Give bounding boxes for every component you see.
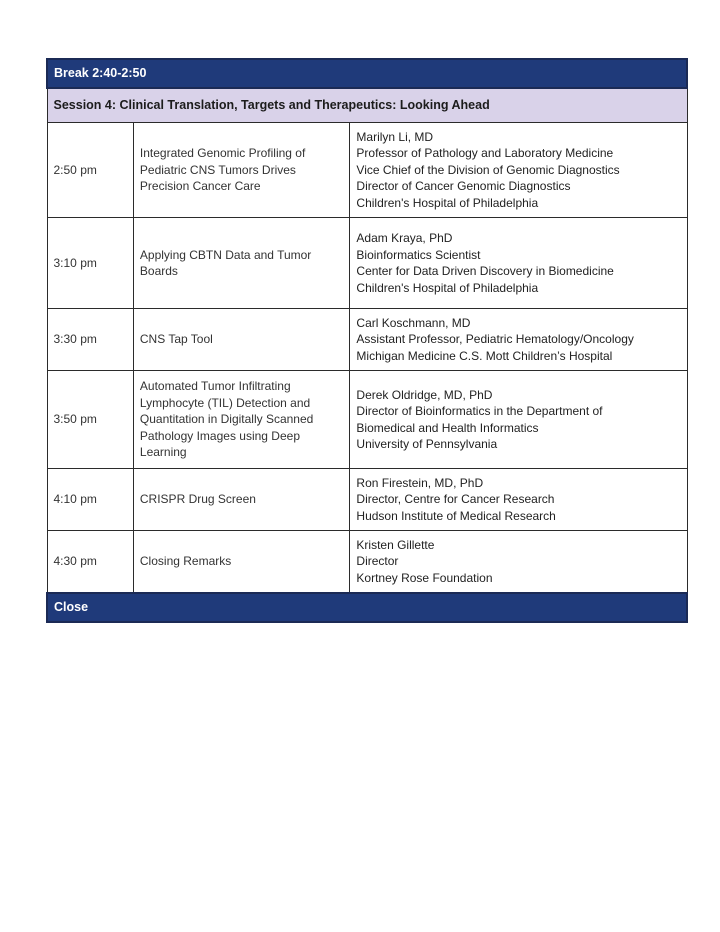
speaker-detail: Director, Centre for Cancer Research [356,492,555,507]
talk-title-cell [133,371,350,469]
speaker-name: Kristen Gillette [356,537,435,552]
schedule-row [47,123,687,218]
speaker-cell [350,469,687,531]
time-cell: 4:30 pm [47,531,133,593]
time-cell: 2:50 pm [47,123,133,218]
time-cell: 3:50 pm [47,371,133,469]
speaker-affiliation: University of Pennsylvania [356,437,498,451]
speaker-detail: Biomedical and Health Informatics [356,420,539,435]
talk-title-cell [133,469,350,531]
break-row [47,59,687,88]
schedule-row [47,469,687,531]
talk-title-cell [133,218,350,309]
speaker-affiliation: Children's Hospital of Philadelphia [356,195,539,210]
speaker-detail: Assistant Professor, Pediatric Hematology/Oncology [356,332,634,347]
schedule-row [47,531,687,593]
speaker-name: Marilyn Li, MD [356,129,434,144]
speaker-detail: Bioinformatics Scientist [356,247,481,262]
speaker-detail: Director of Bioinformatics in the Department of [356,404,603,418]
speaker-cell [350,371,687,469]
schedule-row [47,218,687,309]
agenda-table [46,58,688,623]
speaker-cell [350,218,687,309]
session-row [47,88,687,123]
speaker-name: Derek Oldridge, MD, PhD [356,387,493,402]
speaker-affiliation: Hudson Institute of Medical Research [356,508,556,523]
schedule-row [47,371,687,469]
speaker-cell [350,309,687,371]
talk-title: CRISPR Drug Screen [139,492,256,507]
speaker-detail: Director [356,554,399,568]
talk-title-cell [133,309,350,371]
speaker-name: Adam Kraya, PhD [356,231,453,245]
speaker-detail: Professor of Pathology and Laboratory Medicine [356,146,614,161]
speaker-detail: Center for Data Driven Discovery in Biomedicine [356,264,614,278]
schedule-row [47,309,687,371]
speaker-affiliation: Michigan Medicine C.S. Mott Children’s Hospital [356,348,613,363]
talk-title: Applying CBTN Data and Tumor Boards [139,247,312,278]
speaker-name: Carl Koschmann, MD [356,315,471,330]
speaker-affiliation: Kortney Rose Foundation [356,570,493,585]
time-cell: 3:30 pm [47,309,133,371]
talk-title: Closing Remarks [139,554,232,568]
agenda-body [47,59,687,622]
talk-title-cell [133,531,350,593]
close-footer: Close [47,593,687,622]
speaker-detail: Director of Cancer Genomic Diagnostics [356,179,571,194]
speaker-cell [350,531,687,593]
session-header: Session 4: Clinical Translation, Targets and Therapeutics: Looking Ahead [47,88,687,123]
talk-title: Automated Tumor Infiltrating Lymphocyte (TIL) Detection and Quantitation in Digitally Scanned Pathology Images using Deep Learning [139,379,314,460]
talk-title-cell [133,123,350,218]
talk-title: Integrated Genomic Profiling of Pediatric CNS Tumors Drives Precision Cancer Care [139,146,306,194]
close-row [47,593,687,622]
speaker-detail: Vice Chief of the Division of Genomic Diagnostics [356,162,620,177]
time-cell: 3:10 pm [47,218,133,309]
break-header: Break 2:40-2:50 [47,59,687,88]
speaker-cell [350,123,687,218]
time-cell: 4:10 pm [47,469,133,531]
talk-title: CNS Tap Tool [139,332,213,347]
speaker-affiliation: Children's Hospital of Philadelphia [356,280,539,295]
speaker-name: Ron Firestein, MD, PhD [356,475,484,490]
